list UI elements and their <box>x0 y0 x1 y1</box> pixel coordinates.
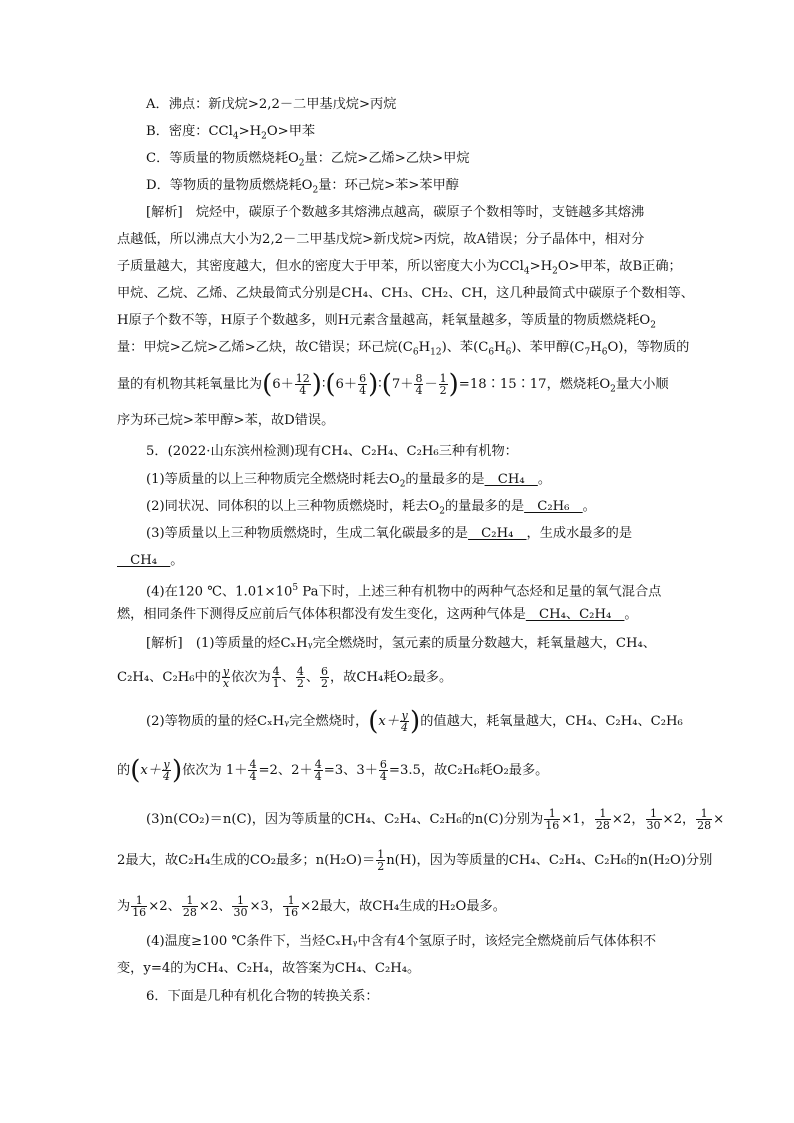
paren: ( <box>381 369 392 400</box>
analysis1-line3 <box>117 257 682 282</box>
text: － <box>424 377 438 392</box>
q6-title: 6．下面是几种有机化合物的转换关系： <box>146 989 379 1004</box>
denominator: 2 <box>377 860 385 873</box>
text: 。 <box>537 472 551 487</box>
text: (4)在120 ℃、1.01×10 <box>146 584 293 600</box>
text: =3、3＋ <box>323 763 378 778</box>
denominator: 4 <box>299 384 307 397</box>
option-d-pre: D．等物质的量物质燃烧耗O <box>146 178 313 193</box>
paren: ) <box>410 706 421 737</box>
fraction <box>646 808 662 831</box>
denominator: 2 <box>296 677 304 690</box>
numerator: 4 <box>314 758 322 771</box>
paren: ) <box>311 369 322 400</box>
denominator: 28 <box>697 819 712 832</box>
analysis2-a2-line2 <box>117 755 549 786</box>
text: )、苯(C <box>441 340 489 355</box>
sub: 2 <box>298 158 305 169</box>
text: (3)等质量以上三种物质燃烧时，生成二氧化碳最多的是 <box>146 526 468 541</box>
option-c <box>146 149 470 174</box>
denominator: 4 <box>379 770 387 783</box>
sub: 6 <box>601 347 608 358</box>
numerator: 1 <box>131 895 147 907</box>
analysis2-a2-line1 <box>146 706 683 737</box>
text: 的量最多的是 <box>405 472 485 487</box>
text: 7＋ <box>391 377 414 392</box>
analysis2-a3-line3 <box>117 895 506 918</box>
fraction <box>400 710 409 733</box>
text: 依次为 <box>231 670 271 685</box>
fraction <box>131 895 147 918</box>
text: ，故CH₄耗O₂最多。 <box>330 670 453 685</box>
denominator: 28 <box>182 906 197 919</box>
numerator: 1 <box>182 895 198 907</box>
text: 量大小顺 <box>615 377 669 392</box>
paren: ( <box>368 706 379 737</box>
text: C₂H₄、C₂H₆中的 <box>117 670 221 685</box>
denominator: 1 <box>272 677 280 690</box>
fraction <box>182 895 198 918</box>
sub: 6 <box>488 347 495 358</box>
fraction <box>376 849 385 872</box>
paren: ( <box>325 369 336 400</box>
text: ×2、 <box>198 899 232 914</box>
text: 的量最多的是 <box>444 499 525 514</box>
numerator: 4 <box>249 758 257 771</box>
fraction <box>248 759 257 782</box>
text: 、 <box>305 670 320 685</box>
option-b-post: O>甲苯 <box>266 124 316 139</box>
text: 量的有机物其耗氧量比为 <box>117 377 263 392</box>
numerator: 1 <box>377 848 385 861</box>
numerator: y <box>401 709 408 722</box>
numerator: 1 <box>595 808 611 820</box>
answer: CH₄、C₂H₄ <box>525 607 625 622</box>
analysis1-line5 <box>117 311 656 336</box>
analysis2-a4-line2: 变，y=4的为CH₄、C₂H₄，故答案为CH₄、C₂H₄。 <box>117 961 421 976</box>
q5-part1 <box>146 470 551 495</box>
text: =3.5，故C₂H₆耗O₂最多。 <box>388 763 549 778</box>
text: 6＋ <box>335 377 358 392</box>
option-a: A．沸点：新戊烷>2,2－二甲基戊烷>丙烷 <box>146 97 397 112</box>
text: x＋ <box>140 763 161 778</box>
numerator: 12 <box>295 372 310 385</box>
text: (2)等物质的量的烃CₓHᵧ完全燃烧时， <box>146 714 369 729</box>
numerator: 1 <box>544 808 560 820</box>
analysis1-line4: 甲烷、乙烷、乙烯、乙炔最简式分别是CH₄、CH₃、CH₂、CH，这几种最简式中碳原子个数相等、 <box>117 286 694 301</box>
fraction <box>283 895 299 918</box>
text: ×3， <box>249 899 283 914</box>
denominator: 4 <box>314 770 322 783</box>
denominator: 4 <box>415 384 423 397</box>
sub: 4 <box>523 266 530 277</box>
q5-part3 <box>146 524 632 544</box>
denominator: 16 <box>284 906 299 919</box>
text: (3)n(CO₂)＝n(C)，因为等质量的CH₄、C₂H₄、C₂H₆的n(C)分别为 <box>146 812 544 827</box>
paren: ) <box>448 369 459 400</box>
denominator: 4 <box>249 770 257 783</box>
text: ×2， <box>611 812 645 827</box>
numerator: 1 <box>696 808 712 820</box>
numerator: y <box>163 758 170 771</box>
text: 燃，相同条件下测得反应前后气体体积都没有发生变化，这两种气体是 <box>117 607 526 622</box>
analysis2-a4-line1: (4)温度≥100 ℃条件下，当烃CₓHᵧ中含有4个氢原子时，该烃完全燃烧前后气体体积不 <box>146 934 657 949</box>
answer: CH₄ <box>484 472 538 487</box>
text: =18∶15∶17，燃烧耗O <box>458 377 611 392</box>
answer: C₂H₆ <box>524 499 583 514</box>
numerator: 1 <box>439 372 447 385</box>
text: ×2、 <box>148 899 181 914</box>
analysis1-line8: 序为环己烷>苯甲醇>苯，故D错误。 <box>117 413 335 428</box>
analysis2-a1-line1: [解析] (1)等质量的烃CₓHᵧ完全燃烧时，氢元素的质量分数越大，耗氧量越大，CH₄、 <box>146 636 656 651</box>
fraction <box>296 666 305 689</box>
paren: ) <box>171 755 183 786</box>
text: )、苯甲醇(C <box>511 340 585 355</box>
text: >H <box>529 259 553 274</box>
text: ×2， <box>662 812 696 827</box>
q5-part4-cont <box>117 605 638 625</box>
fraction <box>314 759 323 782</box>
option-b <box>146 122 315 147</box>
paren: ( <box>130 755 141 786</box>
fraction <box>232 895 248 918</box>
analysis2-a3-line1 <box>146 808 724 831</box>
text: ∶ <box>378 377 382 392</box>
sup: 5 <box>292 583 299 593</box>
sub: 4 <box>232 131 239 142</box>
text: 。 <box>582 499 596 514</box>
denominator: 30 <box>233 906 248 919</box>
text: H <box>590 340 602 355</box>
fraction <box>379 759 388 782</box>
text: O)，等物质的 <box>607 340 690 355</box>
text: 、 <box>281 670 295 685</box>
sub: 2 <box>261 131 267 142</box>
option-b-pre: B．密度：CCl <box>146 124 233 139</box>
text: ×1， <box>561 812 594 827</box>
text: 。 <box>624 607 638 622</box>
numerator: 1 <box>646 808 662 820</box>
analysis2-a1-line2 <box>117 666 452 689</box>
denominator: x <box>222 677 230 690</box>
text: x＋ <box>378 714 400 729</box>
option-b-mid: >H <box>238 124 262 139</box>
numerator: 6 <box>321 665 329 678</box>
numerator: 1 <box>283 895 299 907</box>
numerator: y <box>222 665 230 678</box>
text: 的值越大，耗氧量越大，CH₄、C₂H₄、C₂H₆ <box>420 714 683 729</box>
numerator: 8 <box>415 372 423 385</box>
fraction <box>162 759 171 782</box>
analysis1-line6 <box>117 338 689 363</box>
fraction <box>595 808 611 831</box>
option-d <box>146 176 459 201</box>
analysis2-a3-line2 <box>117 849 712 872</box>
sub: 2 <box>399 479 406 490</box>
text: H <box>418 340 431 355</box>
fraction <box>414 373 423 396</box>
q5-part2 <box>146 497 596 522</box>
sub: 12 <box>430 347 442 358</box>
fraction <box>544 808 560 831</box>
sub: 2 <box>610 384 616 395</box>
sub: 7 <box>584 347 591 358</box>
denominator: 2 <box>321 677 329 690</box>
fraction <box>222 666 230 689</box>
text: H原子个数不等，H原子个数越多，则H元素含量越高，耗氧量越多，等质量的物质燃烧耗O <box>117 313 651 328</box>
denominator: 30 <box>646 819 661 832</box>
denominator: 16 <box>545 819 560 832</box>
text: =2、2＋ <box>258 763 313 778</box>
text: 2最大，故C₂H₄生成的CO₂最多；n(H₂O)＝ <box>117 853 376 868</box>
q5-part3-cont <box>117 551 183 571</box>
answer: CH₄ <box>117 553 171 568</box>
fraction <box>358 373 367 396</box>
denominator: 4 <box>401 721 409 734</box>
answer: C₂H₄ <box>468 526 527 541</box>
option-c-pre: C．等质量的物质燃烧耗O <box>146 151 299 166</box>
fraction <box>439 373 448 396</box>
text: (1)等质量的以上三种物质完全燃烧时耗去O <box>146 472 400 487</box>
text: 为 <box>117 899 131 914</box>
fraction <box>295 373 311 396</box>
numerator: 4 <box>272 665 280 678</box>
sub: 2 <box>552 266 558 277</box>
option-d-post: 量：环己烷>苯>苯甲醇 <box>318 178 459 193</box>
denominator: 28 <box>595 819 610 832</box>
text: 。 <box>170 553 184 568</box>
text: 量：甲烷>乙烷>乙烯>乙炔，故C错误；环己烷(C <box>117 340 413 355</box>
fraction <box>272 666 281 689</box>
text: 依次为 1＋ <box>182 763 248 778</box>
paren: ) <box>368 369 379 400</box>
text: 的 <box>117 763 131 778</box>
analysis1-line2: 点越低，所以沸点大小为2,2－二甲基戊烷>新戊烷>丙烷，故A错误；分子晶体中，相对分 <box>117 232 645 247</box>
denominator: 4 <box>162 770 170 783</box>
denominator: 2 <box>439 384 447 397</box>
text: Pa下时，上述三种有机物中的两种气态烃和足量的氧气混合点 <box>298 584 662 600</box>
denominator: 16 <box>132 906 147 919</box>
text: n(H)，因为等质量的CH₄、C₂H₄、C₂H₆的n(H₂O)分别 <box>386 853 713 868</box>
text: 6＋ <box>272 377 294 392</box>
numerator: 6 <box>379 758 387 771</box>
sub: 2 <box>312 185 319 196</box>
text: H <box>494 340 506 355</box>
text: ×2最大，故CH₄生成的H₂O最多。 <box>300 899 506 914</box>
q5-title: 5．(2022·山东滨州检测)现有CH₄、C₂H₄、C₂H₆三种有机物： <box>146 444 518 459</box>
sub: 6 <box>412 347 419 358</box>
analysis1-line7 <box>117 369 669 400</box>
paren: ( <box>262 369 273 400</box>
numerator: 4 <box>296 665 304 678</box>
denominator: 4 <box>359 384 367 397</box>
sub: 2 <box>650 320 656 331</box>
text: ∶ <box>321 377 326 392</box>
text: × <box>713 812 725 827</box>
analysis1-line1: [解析] 烷烃中，碳原子个数越多其熔沸点越高，碳原子个数相等时，支链越多其熔沸 <box>146 205 645 220</box>
text: ，生成水最多的是 <box>526 526 633 541</box>
q5-part4 <box>146 578 661 602</box>
option-c-post: 量：乙烷>乙烯>乙炔>甲烷 <box>304 151 470 166</box>
sub: 6 <box>505 347 512 358</box>
sub: 2 <box>439 506 445 517</box>
text: O>甲苯，故B正确； <box>557 259 682 274</box>
fraction <box>320 666 329 689</box>
numerator: 6 <box>359 372 367 385</box>
text: (2)同状况、同体积的以上三种物质燃烧时，耗去O <box>146 499 440 514</box>
numerator: 1 <box>232 895 248 907</box>
text: 子质量越大，其密度越大，但水的密度大于甲苯，所以密度大小为CCl <box>117 259 524 274</box>
fraction <box>696 808 712 831</box>
